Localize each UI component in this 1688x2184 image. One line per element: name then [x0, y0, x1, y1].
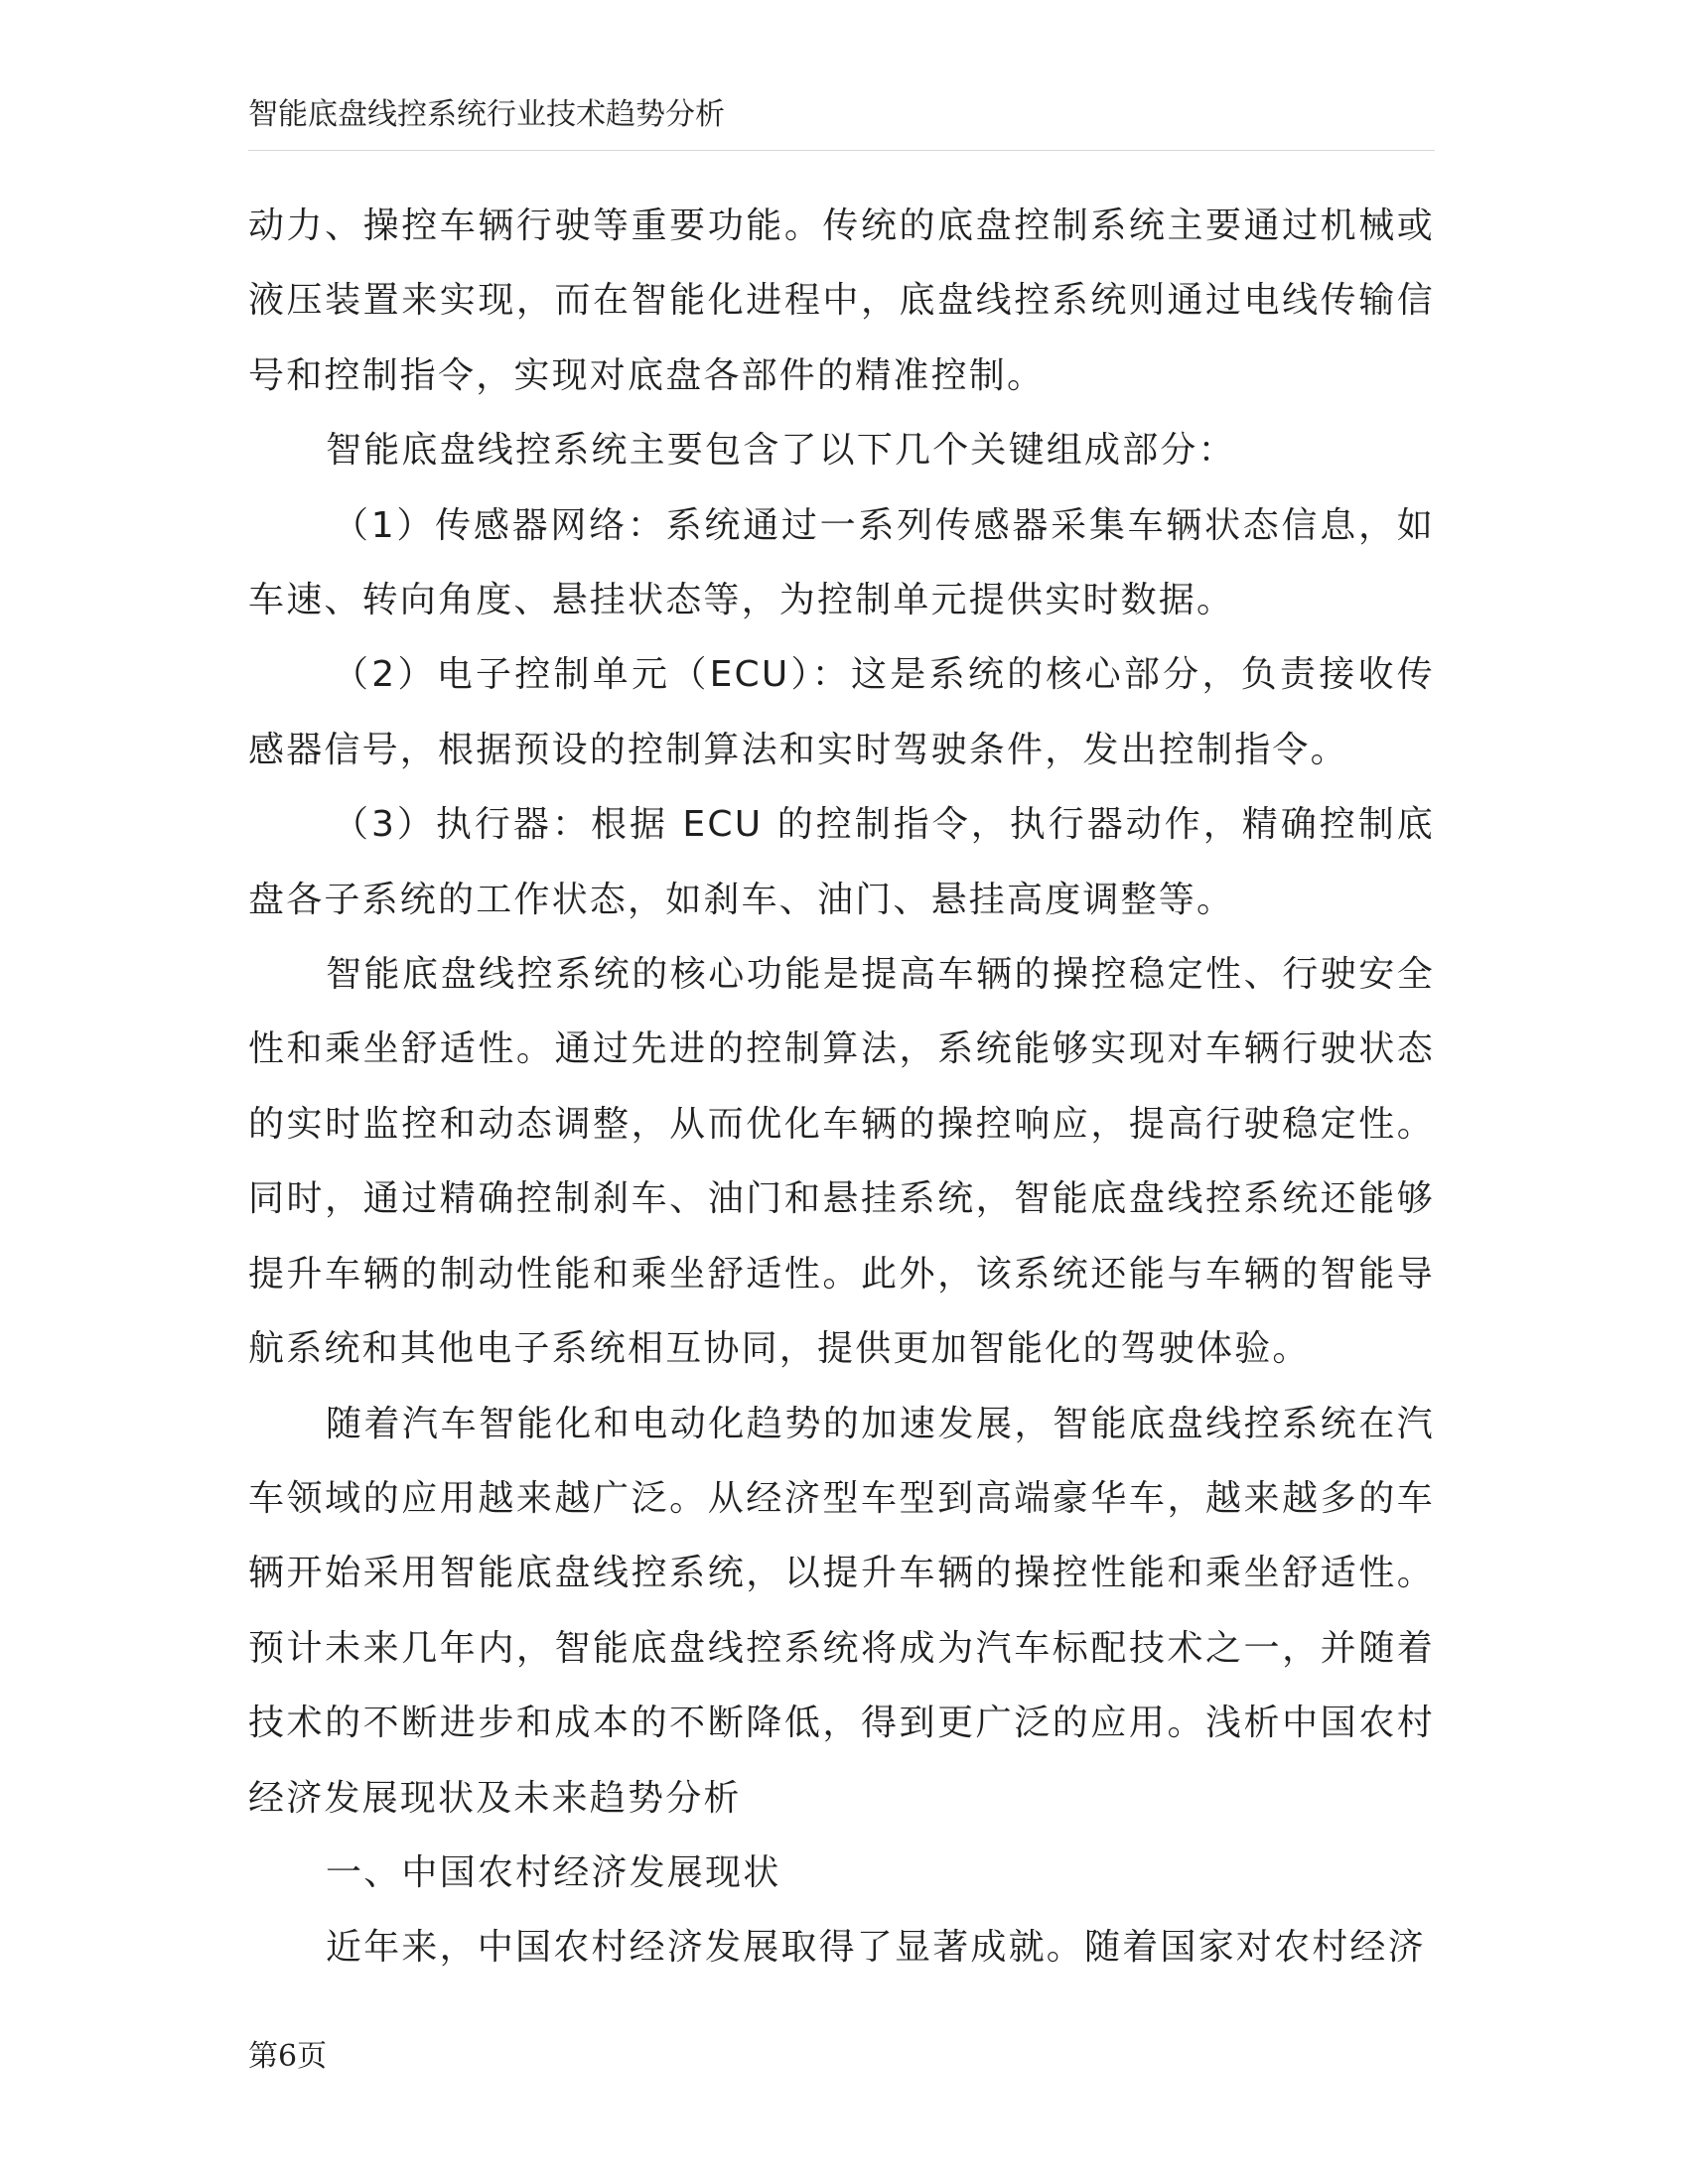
list-item: （2）电子控制单元（ECU）：这是系统的核心部分，负责接收传感器信号，根据预设的控制算法和实时驾驶条件，发出控制指令。 — [248, 654, 1435, 770]
section-heading: 一、中国农村经济发展现状 — [326, 1851, 781, 1893]
body-paragraph: 智能底盘线控系统主要包含了以下几个关键组成部分： — [326, 430, 1236, 472]
body-paragraph: 随着汽车智能化和电动化趋势的加速发展，智能底盘线控系统在汽车领域的应用越来越广泛。从经济型车型到高端豪华车，越来越多的车辆开始采用智能底盘线控系统，以提升车辆的操控性能和乘坐舒适性。预计未来几年内，智能底盘线控系统将成为汽车标配技术之一，并随着技术的不断进步和成本的不断降低，得到更广泛的应用。浅析中国农村经济发展现状及未来趋势分析 — [248, 1403, 1435, 1819]
body-paragraph: 近年来，中国农村经济发展取得了显著成就。随着国家对农村经济 — [326, 1927, 1426, 1969]
list-item: （3）执行器：根据 ECU 的控制指令，执行器动作，精确控制底盘各子系统的工作状态，如刹车、油门、悬挂高度调整等。 — [248, 804, 1435, 920]
page-number: 第6页 — [248, 2039, 328, 2074]
document-body — [248, 189, 1435, 1985]
body-paragraph: 智能底盘线控系统的核心功能是提高车辆的操控稳定性、行驶安全性和乘坐舒适性。通过先进的控制算法，系统能够实现对车辆行驶状态的实时监控和动态调整，从而优化车辆的操控响应，提高行驶稳定性。同时，通过精确控制刹车、油门和悬挂系统，智能底盘线控系统还能够提升车辆的制动性能和乘坐舒适性。此外，该系统还能与车辆的智能导航系统和其他电子系统相互协同，提供更加智能化的驾驶体验。 — [248, 954, 1435, 1370]
page-header-title: 智能底盘线控系统行业技术趋势分析 — [248, 97, 725, 132]
list-item: （1）传感器网络：系统通过一系列传感器采集车辆状态信息，如车速、转向角度、悬挂状态等，为控制单元提供实时数据。 — [248, 504, 1435, 621]
body-paragraph: 动力、操控车辆行驶等重要功能。传统的底盘控制系统主要通过机械或液压装置来实现，而在智能化进程中，底盘线控系统则通过电线传输信号和控制指令，实现对底盘各部件的精准控制。 — [248, 205, 1435, 396]
header-divider — [248, 150, 1435, 151]
